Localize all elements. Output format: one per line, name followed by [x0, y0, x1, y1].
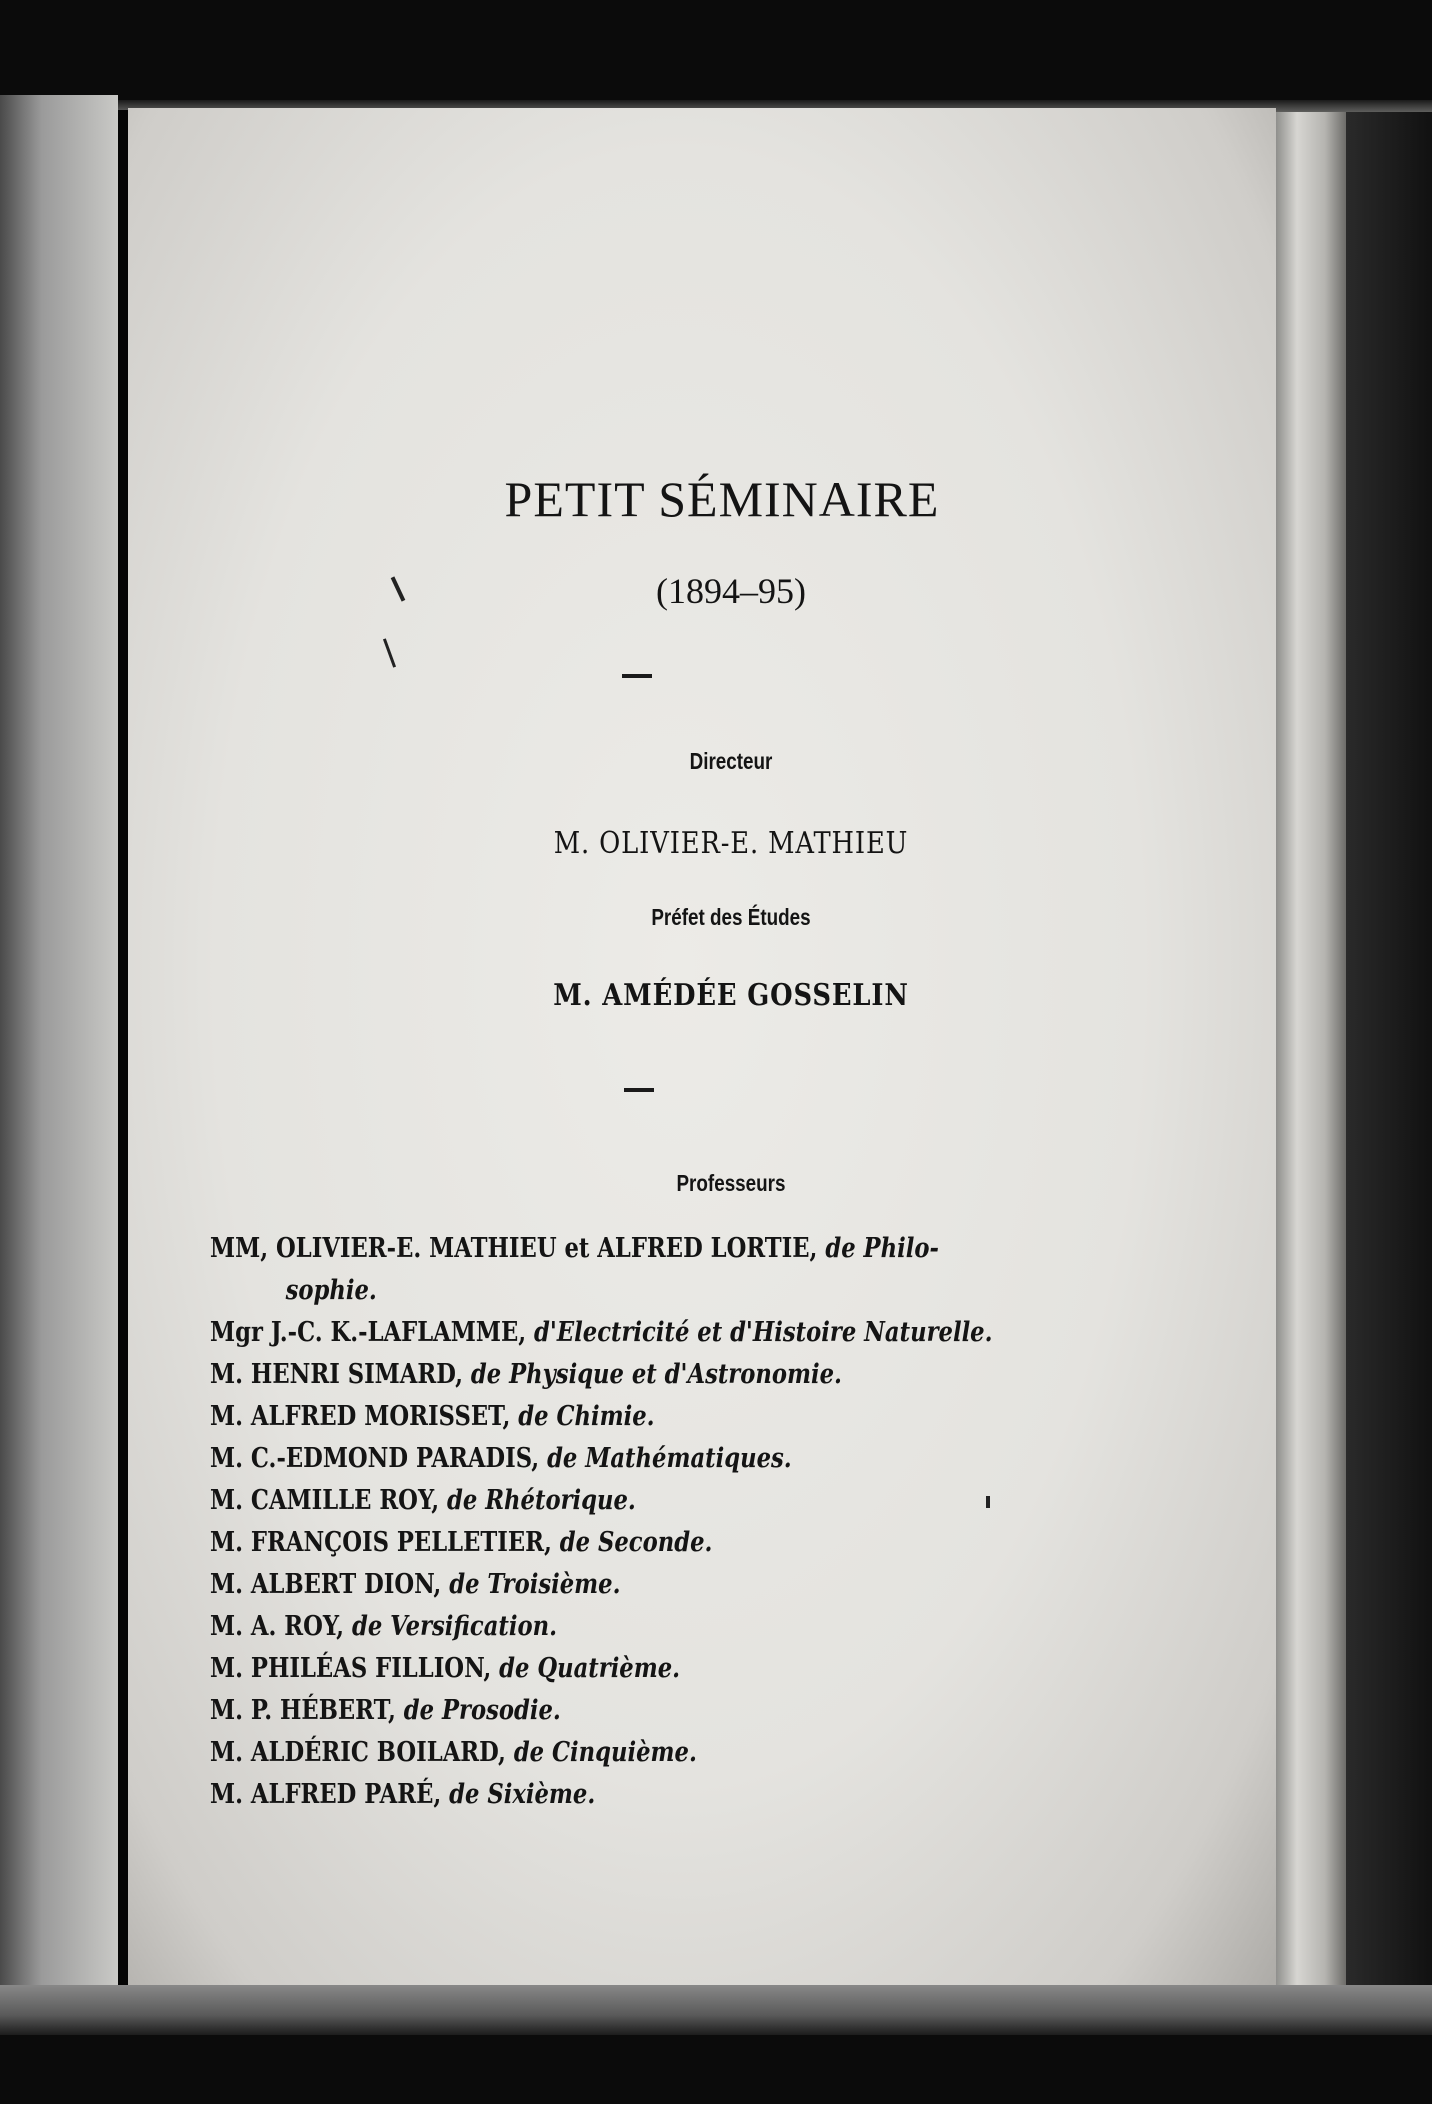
professor-entry-continued — [210, 1270, 1008, 1312]
directeur-name: M. OLIVIER-E. MATHIEU — [553, 826, 909, 861]
prof-prefix: M. — [210, 1653, 251, 1684]
prefet-name: M. AMÉDÉE GOSSELIN — [553, 978, 909, 1013]
prof-prefix: M. — [210, 1443, 251, 1474]
professor-entry — [210, 1354, 1008, 1396]
scan-speck — [383, 638, 396, 667]
prof-subject: de Rhétorique. — [447, 1485, 636, 1516]
prof-name: ALFRED PARÉ, — [250, 1779, 442, 1810]
prof-prefix: MM, — [210, 1233, 277, 1264]
prof-name: FRANÇOIS PELLETIER, — [250, 1527, 552, 1558]
professor-entry — [210, 1606, 1008, 1648]
professor-entry — [210, 1228, 1008, 1270]
prof-name: ALFRED MORISSET, — [250, 1401, 511, 1432]
prof-prefix: M. — [210, 1611, 251, 1642]
prof-subject: de Philo- — [825, 1233, 939, 1264]
professeurs-list — [210, 1228, 1160, 1816]
professor-entry — [210, 1396, 1008, 1438]
prefet-label: Préfet des Études — [651, 904, 811, 930]
prof-subject: de Sixième. — [449, 1779, 596, 1810]
separator-rule — [622, 674, 652, 678]
prof-prefix: M. — [210, 1569, 251, 1600]
scan-speck — [986, 1496, 990, 1508]
prof-subject: sophie. — [285, 1275, 377, 1306]
prof-prefix: M. — [210, 1779, 251, 1810]
prof-name: OLIVIER-E. MATHIEU et ALFRED LORTIE, — [276, 1233, 818, 1264]
page-title: PETIT SÉMINAIRE — [504, 471, 940, 527]
academic-years: (1894–95) — [656, 571, 806, 611]
prof-subject: de Prosodie. — [403, 1695, 561, 1726]
prof-name: C.-EDMOND PARADIS, — [250, 1443, 540, 1474]
prof-name: P. HÉBERT, — [250, 1695, 396, 1726]
professor-entry — [210, 1732, 1008, 1774]
prof-prefix: M. — [210, 1737, 251, 1768]
separator-rule — [624, 1088, 654, 1092]
professor-entry — [210, 1774, 1008, 1816]
professor-entry — [210, 1690, 1008, 1732]
prof-subject: d'Electricité et d'Histoire Naturelle. — [534, 1317, 993, 1348]
professor-entry — [210, 1312, 1008, 1354]
prof-subject: de Versification. — [351, 1611, 558, 1642]
professor-entry — [210, 1522, 1008, 1564]
professeurs-label: Professeurs — [676, 1170, 786, 1196]
prof-prefix: Mgr — [210, 1317, 271, 1348]
prof-prefix: M. — [210, 1527, 251, 1558]
prof-prefix: M. — [210, 1359, 251, 1390]
facing-page-edge — [0, 95, 118, 2025]
prof-prefix: M. — [210, 1485, 251, 1516]
prof-name: HENRI SIMARD, — [250, 1359, 463, 1390]
prof-name: PHILÉAS FILLION, — [250, 1653, 492, 1684]
gutter-fold — [118, 110, 128, 2010]
prof-subject: de Seconde. — [559, 1527, 713, 1558]
prof-subject: de Quatrième. — [499, 1653, 681, 1684]
professor-entry — [210, 1480, 1008, 1522]
professor-entry — [210, 1564, 1008, 1606]
prof-subject: de Mathématiques. — [547, 1443, 792, 1474]
prof-subject: de Chimie. — [518, 1401, 655, 1432]
prof-subject: de Physique et d'Astronomie. — [470, 1359, 842, 1390]
prof-name: A. ROY, — [250, 1611, 345, 1642]
prof-name: J.-C. K.-LAFLAMME, — [270, 1317, 527, 1348]
prof-prefix: M. — [210, 1401, 251, 1432]
prof-name: CAMILLE ROY, — [250, 1485, 440, 1516]
prof-subject: de Cinquième. — [513, 1737, 697, 1768]
page-content — [128, 108, 1276, 2018]
prof-name: ALDÉRIC BOILARD, — [250, 1737, 506, 1768]
book-cover-edge — [1346, 112, 1432, 2012]
prof-prefix: M. — [210, 1695, 251, 1726]
prof-name: ALBERT DION, — [250, 1569, 442, 1600]
professor-entry — [210, 1438, 1008, 1480]
page-stack-edge — [1276, 112, 1346, 2012]
directeur-label: Directeur — [689, 748, 773, 774]
professor-entry — [210, 1648, 1008, 1690]
prof-subject: de Troisième. — [449, 1569, 621, 1600]
